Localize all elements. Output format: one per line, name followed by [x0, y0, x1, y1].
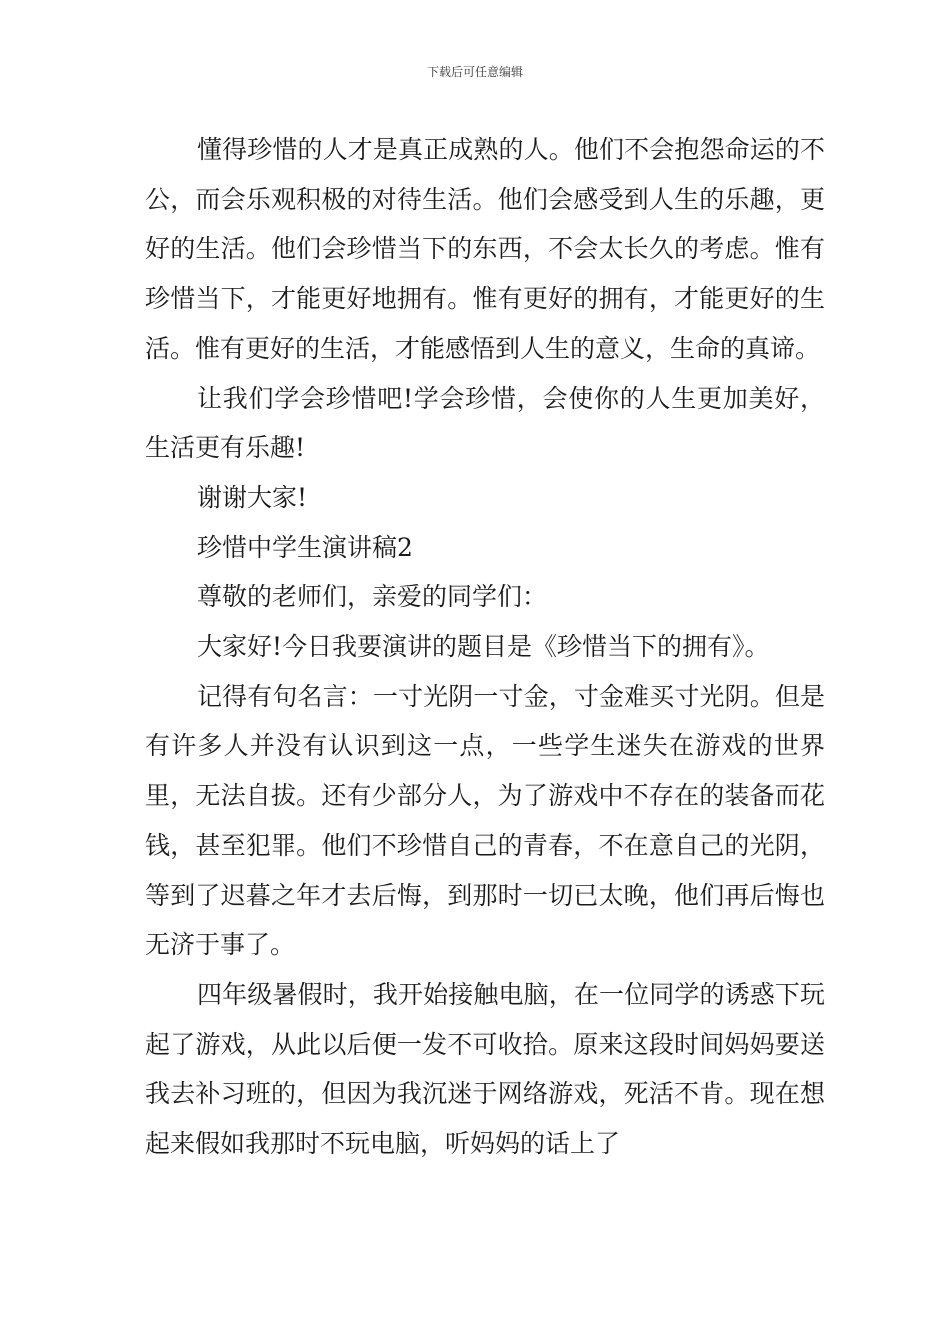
paragraph-8: 四年级暑假时，我开始接触电脑，在一位同学的诱惑下玩起了游戏，从此以后便一发不可收拾。原来这段时间妈妈要送我去补习班的，但因为我沉迷于网络游戏，死活不肯。现在想起来假如我那时不玩电脑，听妈妈的话上了 [145, 979, 825, 1159]
paragraph-3: 谢谢大家! [197, 482, 308, 512]
paragraph-2: 让我们学会珍惜吧!学会珍惜，会使你的人生更加美好，生活更有乐趣! [145, 383, 825, 463]
section-title: 珍惜中学生演讲稿2 [197, 532, 413, 562]
paragraph-6: 大家好!今日我要演讲的题目是《珍惜当下的拥有》。 [197, 632, 770, 662]
paragraph-7: 记得有句名言：一寸光阴一寸金，寸金难买寸光阴。但是有许多人并没有认识到这一点，一些学生迷失在游戏的世界里，无法自拔。还有少部分人，为了游戏中不存在的装备而花钱，甚至犯罪。他们不珍惜自己的青春，不在意自己的光阴，等到了迟暮之年才去后悔，到那时一切已太晚，他们再后悔也无济于事了。 [145, 681, 825, 960]
paragraph-1: 懂得珍惜的人才是真正成熟的人。他们不会抱怨命运的不公，而会乐观积极的对待生活。他们会感受到人生的乐趣，更好的生活。他们会珍惜当下的东西，不会太长久的考虑。惟有珍惜当下，才能更好地拥有。惟有更好的拥有，才能更好的生活。惟有更好的生活，才能感悟到人生的意义，生命的真谛。 [145, 135, 825, 363]
salutation: 尊敬的老师们，亲爱的同学们： [197, 582, 548, 612]
page-header: 下载后可任意编辑 [426, 65, 523, 79]
document-body [145, 125, 825, 1169]
